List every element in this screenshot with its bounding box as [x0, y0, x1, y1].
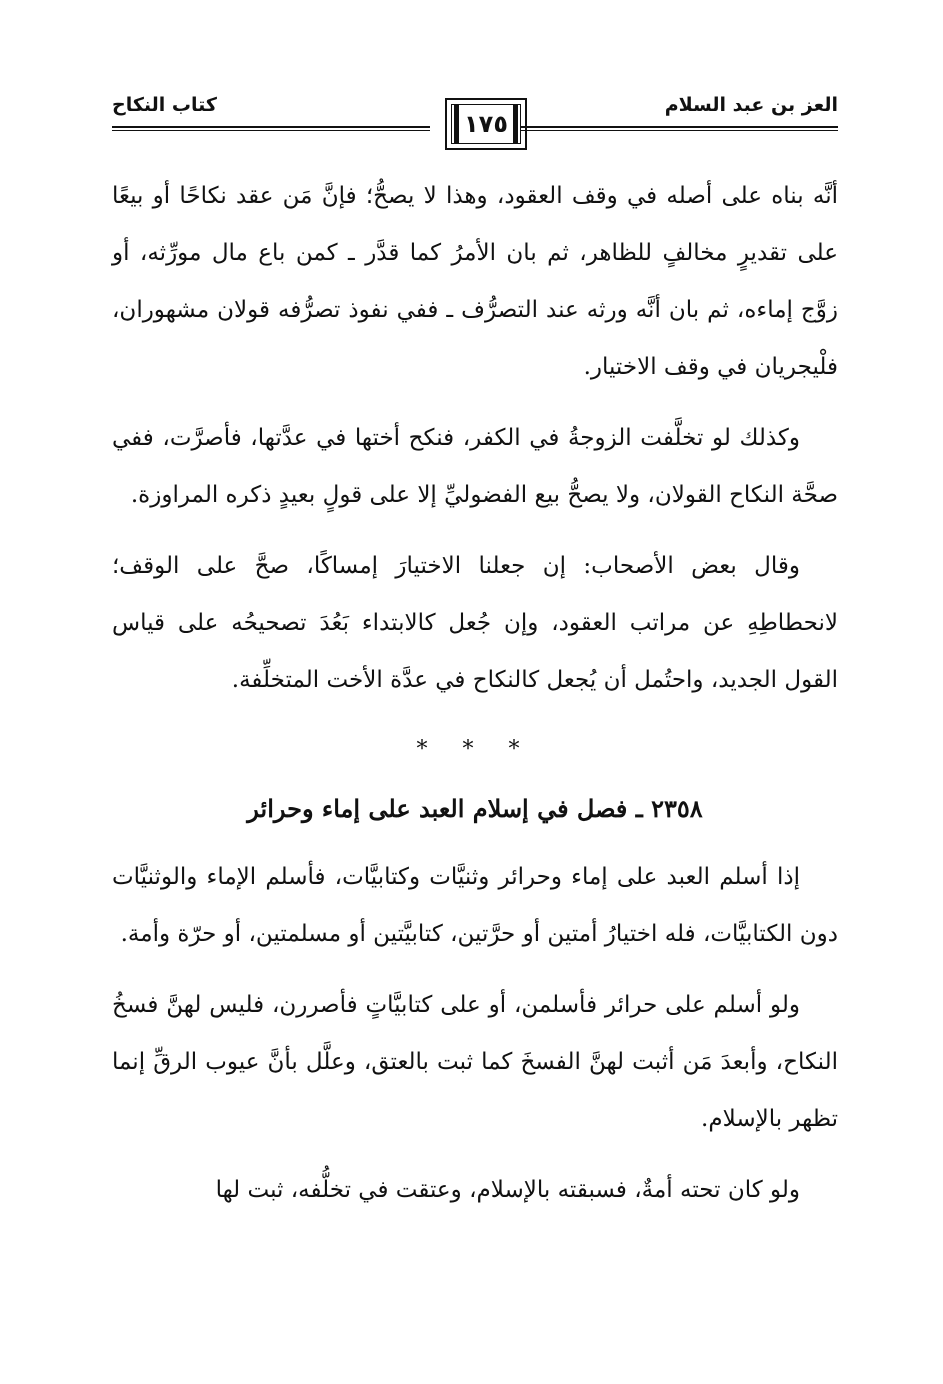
page-number-frame	[445, 98, 527, 150]
body-paragraph: إذا أسلم العبد على إماء وحرائر وثنيَّات وكتابيَّات، فأسلم الإماء والوثنيَّات دون الكتابيَّات، فله اختيارُ أمتين أو حرَّتين، كتابيَّتين أو مسلمتين، أو حرّة وأمة.	[112, 864, 838, 947]
author-running-head: العز بن عبد السلام	[664, 94, 838, 116]
body-paragraph: ولو أسلم على حرائر فأسلمن، أو على كتابيَّاتٍ فأصررن، فليس لهنَّ فسخُ النكاح، وأبعدَ مَن أثبت لهنَّ الفسخَ كما ثبت بالعتق، وعلَّل بأنَّ عيوب الرقِّ إنما تظهر بالإسلام.	[112, 992, 838, 1132]
section-heading: ٢٣٥٨ ـ فصل في إسلام العبد على إماء وحرائر	[247, 794, 703, 823]
chapter-running-head: كتاب النكاح	[112, 94, 217, 116]
header-rule-right	[520, 126, 838, 128]
page-body	[112, 168, 838, 1233]
body-paragraph: وقال بعض الأصحاب: إن جعلنا الاختيارَ إمساكًا، صحَّ على الوقف؛ لانحطاطِهِ عن مراتب العقود، وإن جُعل كالابتداء بَعُدَ تصحيحُه على قياس القول الجديد، واحتُمل أن يُجعل كالنكاح في عدَّة الأخت المتخلِّفة.	[112, 553, 838, 693]
header-rule-left	[112, 126, 430, 128]
page-header	[112, 88, 838, 158]
page-number: ١٧٥	[451, 104, 521, 144]
section-separator: * * *	[416, 737, 534, 762]
header-rule-right-thin	[520, 130, 838, 131]
body-paragraph: وكذلك لو تخلَّفت الزوجةُ في الكفر، فنكح أختها في عدَّتها، فأصرَّت، ففي صحَّة النكاح القولان، ولا يصحُّ بيع الفضوليِّ إلا على قولٍ بعيدٍ ذكره المراوزة.	[112, 425, 838, 508]
body-paragraph: أنَّه بناه على أصله في وقف العقود، وهذا لا يصحُّ؛ فإنَّ مَن عقد نكاحًا أو بيعًا على تقديرٍ مخالفٍ للظاهر، ثم بان الأمرُ كما قدَّر ـ كمن باع مال مورِّثه، أو زوَّج إماءه، ثم بان أنَّه ورثه عند التصرُّف ـ ففي نفوذ تصرُّفه قولان مشهوران، فلْيجريان في وقف الاختيار.	[112, 183, 838, 380]
header-rule-left-thin	[112, 130, 430, 131]
body-paragraph: ولو كان تحته أمةٌ، فسبقته بالإسلام، وعتقت في تخلُّفه، ثبت لها	[215, 1177, 800, 1203]
